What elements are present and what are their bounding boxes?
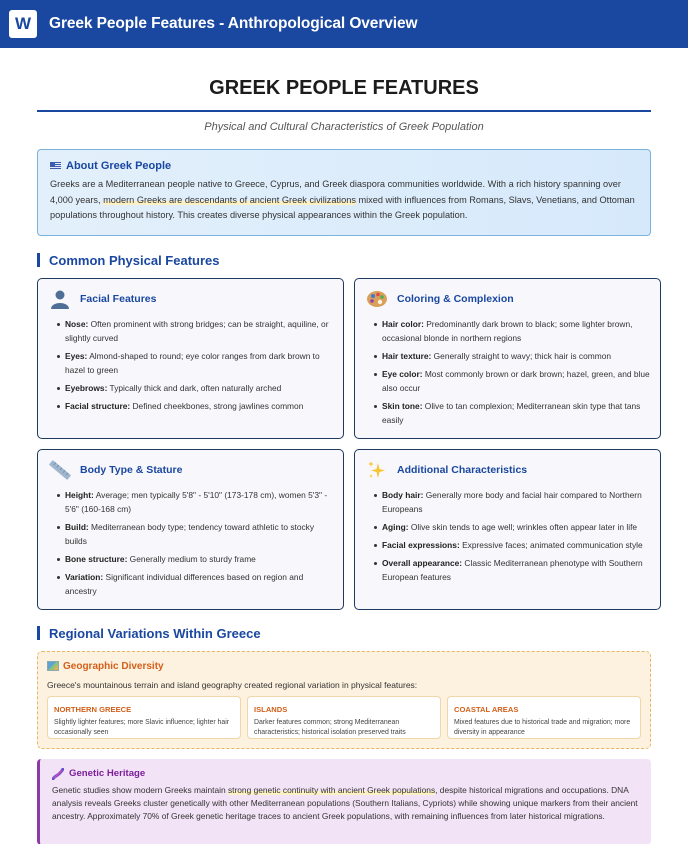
dna-icon xyxy=(52,768,64,780)
list-item: Facial structure: Defined cheekbones, strong jawlines common xyxy=(57,399,333,413)
region-name: COASTAL AREAS xyxy=(454,704,519,714)
geo-title: Geographic Diversity xyxy=(63,660,164,672)
ruler-icon xyxy=(48,460,72,480)
region-name: NORTHERN GREECE xyxy=(54,704,132,714)
list-item: Nose: Often prominent with strong bridges; can be straight, aquiline, or slightly curved xyxy=(57,317,333,345)
card-title: Additional Characteristics xyxy=(397,463,528,476)
card-body-type-stature xyxy=(37,449,344,610)
genetic-text xyxy=(52,784,641,824)
about-text xyxy=(50,177,638,224)
feature-list xyxy=(365,488,650,584)
list-item: Aging: Olive skin tends to age well; wrinkles often appear later in life xyxy=(374,520,650,534)
section-title: Common Physical Features xyxy=(49,252,220,268)
title-divider xyxy=(37,110,651,112)
list-item: Eyes: Almond-shaped to round; eye color ranges from dark brown to hazel to green xyxy=(57,349,333,377)
page-content xyxy=(0,77,688,844)
about-text-part: Greeks are a Mediterranean people native to Greece, Cyprus, and Greek diaspora communities worldwide. With a rich history spanning over 4,000 years, xyxy=(50,179,621,205)
person-silhouette-icon xyxy=(48,289,72,309)
feature-list xyxy=(48,317,333,413)
genetic-text-part: Genetic studies show modern Greeks maintain xyxy=(52,784,228,795)
region-text: Slightly lighter features; more Slavic influence; lighter hair occasionally seen xyxy=(54,718,230,736)
list-item: Bone structure: Generally medium to sturdy frame xyxy=(57,552,333,566)
page-subtitle: Physical and Cultural Characteristics of Greek Population xyxy=(204,121,484,133)
card-additional-characteristics xyxy=(354,449,661,610)
about-text-part: mixed with influences from Romans, Slavs, Venetians, and Ottoman populations throughout history. This creates diverse physical appearances within the Greek population. xyxy=(50,194,635,220)
geographic-diversity-box xyxy=(37,651,651,749)
about-title: About Greek People xyxy=(66,160,172,172)
list-item: Eyebrows: Typically thick and dark, often naturally arched xyxy=(57,381,333,395)
about-highlight: modern Greeks are descendants of ancient Greek civilizations xyxy=(103,194,356,205)
list-item: Skin tone: Olive to tan complexion; Mediterranean skin type that tans easily xyxy=(374,399,650,427)
region-coastal-areas xyxy=(447,696,641,739)
list-item: Eye color: Most commonly brown or dark brown; hazel, green, and blue also occur xyxy=(374,367,650,395)
list-item: Facial expressions: Expressive faces; animated communication style xyxy=(374,538,650,552)
list-item: Hair texture: Generally straight to wavy; thick hair is common xyxy=(374,349,650,363)
feature-list xyxy=(48,488,333,598)
region-northern-greece xyxy=(47,696,241,739)
section-accent-bar xyxy=(37,253,40,267)
genetic-text-part: , despite historical migrations and occupations. DNA analysis reveals Greeks cluster genetically with other Mediterranean populations (Southern Italians, Cypriots) while showing unique markers from their ancient ancestry. Approximately 70% of Greek genetic heritage traces to ancient Greek populations, with remaining influences from later historical migrations. xyxy=(52,784,638,821)
card-coloring-complexion xyxy=(354,278,661,439)
window-title: Greek People Features - Anthropological Overview xyxy=(49,15,418,32)
sparkles-icon xyxy=(365,460,389,480)
top-bar xyxy=(0,0,688,48)
section-heading-physical xyxy=(37,253,651,268)
app-logo: W xyxy=(9,10,37,38)
region-islands xyxy=(247,696,441,739)
section-accent-bar xyxy=(37,626,40,640)
region-text: Mixed features due to historical trade and migration; more diversity in appearance xyxy=(454,718,631,736)
genetic-heritage-box xyxy=(37,759,651,844)
geo-text: Greece's mountainous terrain and island geography created regional variation in physical features: xyxy=(47,679,418,690)
page-title: GREEK PEOPLE FEATURES xyxy=(209,77,479,99)
list-item: Variation: Significant individual differences based on region and ancestry xyxy=(57,570,333,598)
list-item: Hair color: Predominantly dark brown to black; some lighter brown, occasional blonde in northern regions xyxy=(374,317,650,345)
map-icon xyxy=(47,661,59,671)
region-name: ISLANDS xyxy=(254,704,288,714)
card-facial-features xyxy=(37,278,344,439)
list-item: Overall appearance: Classic Mediterranean phenotype with Southern European features xyxy=(374,556,650,584)
list-item: Height: Average; men typically 5'8" - 5'10" (173-178 cm), women 5'3" - 5'6" (160-168 cm) xyxy=(57,488,333,516)
palette-icon xyxy=(365,289,389,309)
list-item: Build: Mediterranean body type; tendency toward athletic to stocky builds xyxy=(57,520,333,548)
features-grid xyxy=(37,278,651,610)
list-item: Body hair: Generally more body and facial hair compared to Northern Europeans xyxy=(374,488,650,516)
region-text: Darker features common; strong Mediterranean characteristics; historical isolation preserved traits xyxy=(254,718,406,736)
about-box xyxy=(37,149,651,236)
card-title: Body Type & Stature xyxy=(80,463,183,476)
card-title: Facial Features xyxy=(80,292,157,305)
genetic-title: Genetic Heritage xyxy=(69,768,146,779)
genetic-highlight: strong genetic continuity with ancient Greek populations xyxy=(227,784,436,795)
section-heading-regional xyxy=(37,626,651,641)
regions-grid xyxy=(47,696,641,739)
greek-flag-icon xyxy=(50,162,61,170)
section-title: Regional Variations Within Greece xyxy=(49,625,261,641)
feature-list xyxy=(365,317,650,427)
card-title: Coloring & Complexion xyxy=(397,292,514,305)
